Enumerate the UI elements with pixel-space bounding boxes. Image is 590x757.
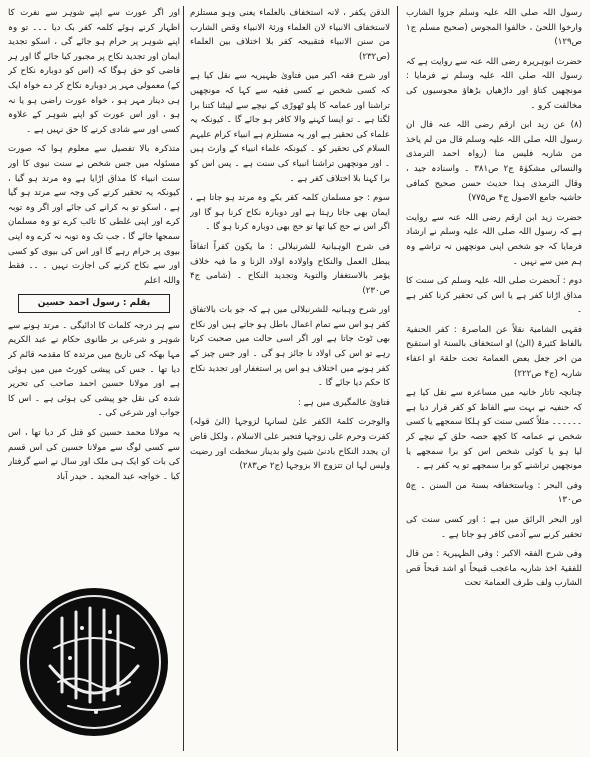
paragraph: اور شرح وہبانیہ للشرنبلالی میں ہے کہ جو بات بالاتفاق کفر ہو اس سے تمام اعمال باطل ہو جاتے ہیں اور نکاح بھی ٹوٹ جاتا ہے اور اگر اسی حالت میں صحبت کرتا رہے تو اس کی اولاد نا جائز ہو گی ۔ اور جس چیز کے کفر ہونے میں اختلاف ہو اس پر استغفار اور تجدید نکاح کا حکم دیا جائے گا ۔ <box>190 305 390 389</box>
paragraph: چنانچہ تاتار خانیہ میں مساعرہ سے نقل کیا ہے کہ حنفیہ نے بہت سے الفاظ کو کفر قرار دیا ہے ۔۔۔۔۔۔ مثلاً کسی سنت کو ہلکا سمجھے یا کسی شخص نے عمامہ کا کچھ حصہ حلق کے نیچے کر لیا ہو یا کوئی شخص اس کو برا سمجھے یا مونچھیں تراشنے کو برا سمجھے تو یہ کفر ہے ۔ <box>406 388 582 472</box>
paragraph: سے ہر درجہ کلمات کا ادائیگی ۔ مرتد ہونے سے شوہر و شرعی بر طانوی حکام نے عبد الکریم مہا بھکہ کی تاریخ میں مرتدہ کا مقدمہ قائم کر دیا تھا ۔ جس کی پیشی کورٹ میں میں ہوئی ہے اور مولانا حسین احمد صاحب کی تحریر شدہ کی نقل جو پیشی کی ہوئی ہے ۔ اس کا جواب اور شرعی کی ۔ <box>8 320 180 419</box>
paragraph: وفی البحر : وباستخفافہ بسنۃ من السنن ۔ ج۵ ص۱۳۰ <box>406 480 582 506</box>
paragraph: اور البحر الرائق میں ہے : اور کسی سنت کی تحقیر کرنے سے آدمی کافر ہو جاتا ہے ۔ <box>406 515 582 540</box>
paragraph: حضرت ابوہریرہ رضی اللہ عنہ سے روایت ہے کہ رسول اللہ صلی اللہ علیہ وسلم نے فرمایا : مونچھیں کتاؤ اور داڑھیاں بڑھاؤ مجوسیوں کی مخالفت کرو ۔ <box>406 56 582 111</box>
paragraph: فقہی الشامیۃ نقلاً عن الماصرۃ : کفر الحنفیۃ بالفاظ کثیرۃ (الیٰ) او استخفاف بالسنۃ او استقبح من اخر جعل بعض العمامۃ تحت حلقۃ او اعفاء شاربہ (ج۴ ص۲۲۲) <box>406 324 582 379</box>
paragraph: الذقن یکفر ، لانہ استخفاف بالعلماء یعنی وہو مستلزم لاستخفاف الانبیاء لان العلماء ورثۃ الانبیاء وقص الشارب من سنن الانبیاء فتقبیحہ کفر بلا اختلاف بین العلماء (ص۲۳۲) <box>190 8 390 62</box>
paragraph: فی شرح الوہبانیۃ للشرنبلالی : ما یکون کفراً اتفاقاً یبطل العمل والنکاح واولادہ اولاد الزنا و ما فیہ خلاف یؤمر بالاستغفار والتوبۃ وتجدید النکاح ۔ (شامی ج۴ ص۲۳۰) <box>190 241 390 296</box>
paragraph: اور اگر عورت سے اپنے شوہر سے نفرت کا اظہار کرنے ہوئے کلمہ کفر بک دیا ۔۔۔ تو وہ اپنے شوہر پر حرام ہو جائے گی ، اسکو تجدید ایمان اور تجدید نکاح پر مجبور کیا جائے گا اور ہر قاضی کو حق ہوگا کہ (اس کو دوبارہ نکاح کر کے) معمولی مہر پر دوبارہ نکاح کر دے خواہ ایک ہی دینار مہر ہو ، خواہ عورت راضی ہو یا نہ ہو ، اور اس عورت کو اپنے شوہر کے علاوہ کسی اور سے شادی کرنے کا حق نہیں ہے ۔ <box>8 8 180 135</box>
paragraph: سوم : جو مسلمان کلمہ کفر بکے وہ مرتد ہو جاتا ہے ، ایمان بھی جاتا رہتا ہے اور دوبارہ نکاح کرنا ہو گا اور اگر اس نے حج کیا تھا تو حج بھی دوبارہ کرنا ہو گا ۔ <box>190 193 390 233</box>
calligraphy-strokes <box>20 588 168 736</box>
paragraph: اور شرح فقہ اکبر میں فتاویٰ ظہیریہ سے نقل کیا ہے کہ کسی شخص نے کسی فقیہ سے کہا کہ مونچھیں تراشنا اور عمامہ کا پلو ٹھوڑی کے نیچے سے لپیٹنا کتنا برا لگتا ہے ۔ تو ایسا کہنے والا کافر ہو جائے گا ۔ کیونکہ یہ علماء کی تحقیر ہے اور یہ مستلزم ہے انبیاء کرام علیہم السلام کی تحقیر کو ۔ کیونکہ علماء انبیاء کے وارث ہیں ۔ اور مونچھیں تراشنا انبیاء کی سنت ہے ۔ پس اس کو برا کہنا بلا اختلاف کفر ہے ۔ <box>190 71 390 184</box>
column-divider <box>397 6 398 751</box>
paragraph: والوجرت کلمۃ الکفر علیٰ لسانہا لزوجہا (الیٰ قولہ) کفرت وحرم علی زوجہا فتجبر علی الاسلام ، ولکل قاض ان یجدد النکاح بادنیٰ شیئ ولو بدینار سخطت اور رضیت ولیس لہا ان تتزوج الا بزوجہا (ج۲ ص۲۸۳) <box>190 417 390 472</box>
paragraph: فتاویٰ عالمگیری میں ہے : <box>298 397 390 408</box>
paragraph: یہ مولانا محمد حسین کو قتل کر دیا تھا ، اس سے کسی لوگ سے مولانا حسین کی اس قسم کی بات کو ایک ہی ملک اور سال نے اسے گرفتار کیا ۔ خواجہ عبد المجید ۔ حیدر آباد <box>8 428 180 482</box>
paragraph: وفی شرح الفقہ الاکبر : وفی الظہیریۃ : من قال للفقیۃ اخذ شاربہ ماعجب قبیحاً او اشد قبحاً قص الشارب ولف طرف العمامۃ تحت <box>406 549 582 589</box>
text-column-middle <box>190 6 390 751</box>
column-divider <box>183 6 184 751</box>
paragraph: دوم : آنحضرت صلی اللہ علیہ وسلم کی سنت کا مذاق اڑانا کفر ہے یا اس کی تحقیر کرنا کفر ہے ۔ <box>406 276 582 316</box>
paragraph: متذکرہ بالا تفصیل سے معلوم ہوا کہ صورت مسئولہ میں جس شخص نے سنت نبوی کا اور سنت انبیاء کا مذاق اڑایا ہے وہ مرتد ہو گیا ، کیونکہ یہ تحقیر کرنے کی وجہ سے مرتد ہو گیا ہے ، اسکو تو بہ کرانے کی جائے اور اگر وہ توبہ کرے اور اپنی غلطی کا تائب کرے تو وہ مسلمان سمجھا جائے گا ، جب تک وہ توبہ نہ کرے وہ اپنی بیوی پر حرام رہے گا اور اس کی بیوی کو کسی اور سے نکاح کرنے کی اجازت نہیں ۔ ۔۔ فقط واللہ اعلم <box>8 144 180 286</box>
paragraph: رسول اللہ صلی اللہ علیہ وسلم جزوا الشارب وارخوا اللحیٰ ، خالفوا المجوس (صحیح مسلم ج۱ ص۱۲۹) <box>406 8 582 48</box>
author-box: بقلم : رسول احمد حسین <box>18 294 170 313</box>
paragraph: حضرت زید ابن ارقم رضی اللہ عنہ سے روایت ہے کہ رسول اللہ صلی اللہ علیہ وسلم نے ارشاد فرمایا کہ جو شخص اپنی مونچھیں نہ تراشے وہ ہم میں سے نہیں ۔ <box>406 212 582 267</box>
calligraphy-seal <box>20 588 168 736</box>
text-column-right <box>406 6 582 751</box>
paragraph: (۸) عن زید ابن ارقم رضی اللہ عنہ قال ان رسول اللہ صلی اللہ علیہ وسلم قال من لم یاخذ من شاربہ فلیس منا (رواہ احمد الترمذی والنسائی مشکوٰۃ ج۲ ص۳۸۱ ۔ واسنادہ جید ، وقال الترمذی ہذا حدیث حسن صحیح کمافی حاشیہ جامع الاصول ج۴ ص۷۷۵) <box>406 120 582 204</box>
